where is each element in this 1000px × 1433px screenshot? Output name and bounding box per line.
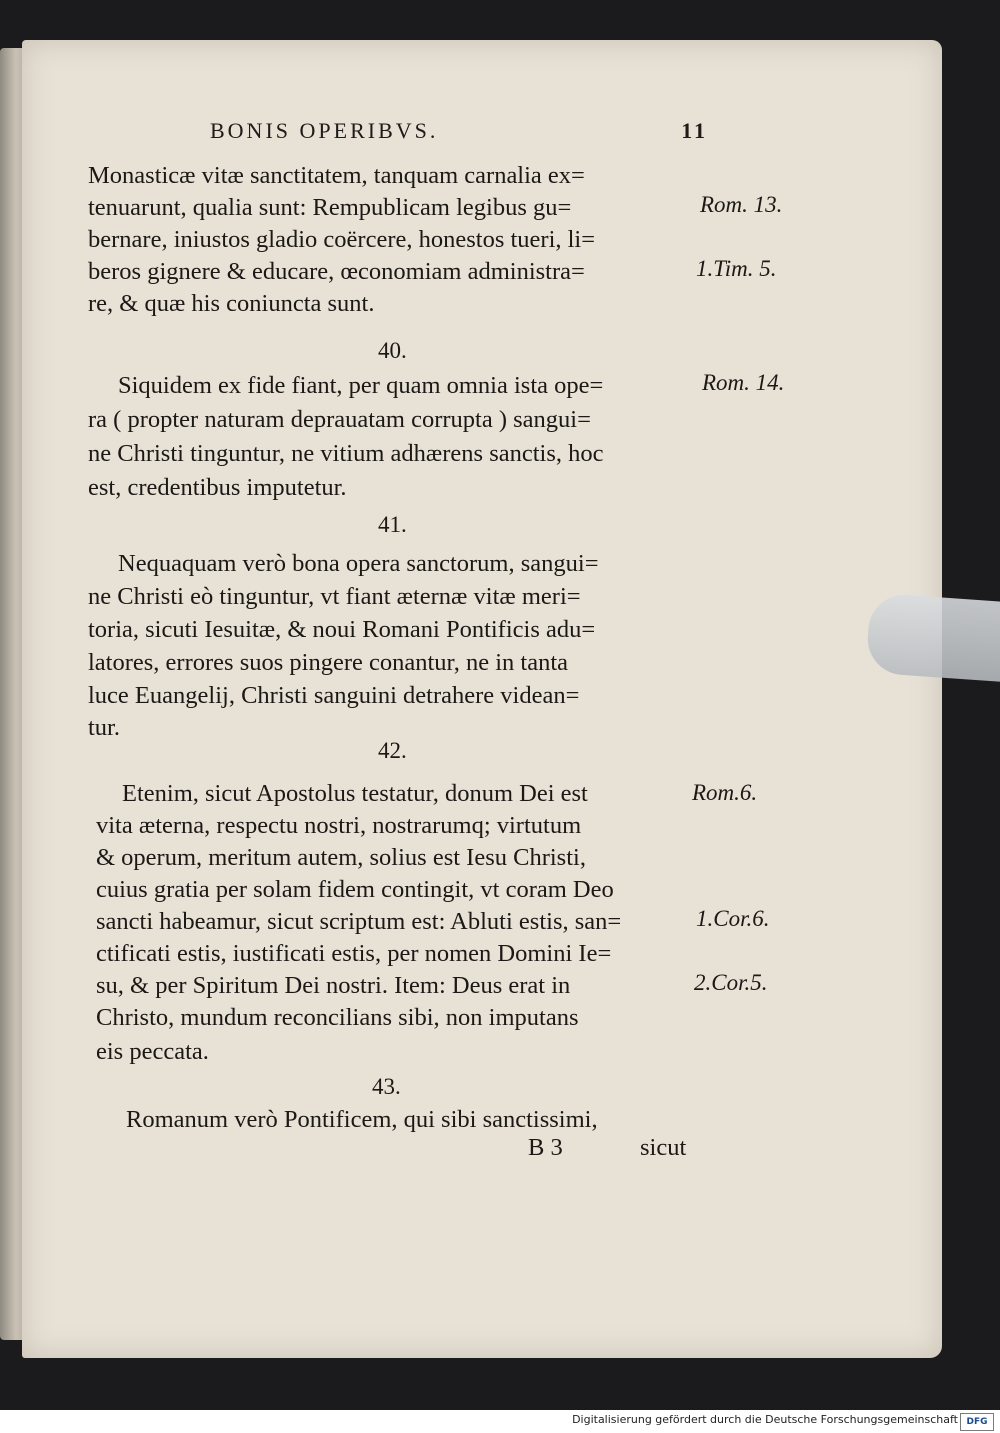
text-line: Siquidem ex fide fiant, per quam omnia ista ope=	[118, 372, 604, 399]
text-line: toria, sicuti Iesuitæ, & noui Romani Pontificis adu=	[88, 616, 596, 643]
text-line: Monasticæ vitæ sanctitatem, tanquam carnalia ex=	[88, 162, 585, 189]
margin-note: 1.Tim. 5.	[696, 256, 777, 281]
text-line: vita æterna, respectu nostri, nostrarumq; virtutum	[96, 812, 582, 839]
signature-mark: B 3	[528, 1134, 563, 1161]
margin-note: Rom. 13.	[700, 192, 783, 217]
text-line: sancti habeamur, sicut scriptum est: Abluti estis, san=	[96, 908, 622, 935]
dfg-logo: DFG	[960, 1413, 994, 1431]
text-line: tenuarunt, qualia sunt: Rempublicam legibus gu=	[88, 194, 572, 221]
running-title: BONIS OPERIBVS.	[210, 118, 439, 143]
text-line: Romanum verò Pontificem, qui sibi sanctissimi,	[126, 1106, 598, 1133]
text-line: tur.	[88, 714, 120, 741]
text-line: beros gignere & educare, œconomiam administra=	[88, 258, 585, 285]
section-number: 40.	[378, 338, 407, 363]
text-line: bernare, iniustos gladio coërcere, honestos tueri, li=	[88, 226, 596, 253]
bookmark-strip	[865, 593, 1000, 684]
text-line: re, & quæ his coniuncta sunt.	[88, 290, 375, 317]
section-number: 42.	[378, 738, 407, 763]
page-number: 11	[681, 118, 708, 143]
page-header	[118, 118, 708, 148]
margin-note: 1.Cor.6.	[696, 906, 770, 931]
text-line: eis peccata.	[96, 1038, 209, 1065]
section-number: 43.	[372, 1074, 401, 1099]
text-line: Nequaquam verò bona opera sanctorum, sangui=	[118, 550, 599, 577]
text-line: cuius gratia per solam fidem contingit, vt coram Deo	[96, 876, 614, 903]
text-line: luce Euangelij, Christi sanguini detrahere videan=	[88, 682, 580, 709]
text-line: Etenim, sicut Apostolus testatur, donum Dei est	[122, 780, 588, 807]
text-line: Christo, mundum reconcilians sibi, non imputans	[96, 1004, 579, 1031]
margin-note: Rom. 14.	[702, 370, 785, 395]
text-line: ra ( propter naturam deprauatam corrupta ) sangui=	[88, 406, 591, 433]
margin-note: 2.Cor.5.	[694, 970, 768, 995]
margin-note: Rom.6.	[692, 780, 758, 805]
text-line: est, credentibus imputetur.	[88, 474, 347, 501]
text-line: su, & per Spiritum Dei nostri. Item: Deus erat in	[96, 972, 571, 999]
text-line: ne Christi tinguntur, ne vitium adhærens sanctis, hoc	[88, 440, 604, 467]
text-line: ctificati estis, iustificati estis, per nomen Domini Ie=	[96, 940, 612, 967]
text-line: ne Christi eò tinguntur, vt fiant æternæ vitæ meri=	[88, 583, 581, 610]
section-number: 41.	[378, 512, 407, 537]
text-line: & operum, meritum autem, solius est Iesu Christi,	[96, 844, 586, 871]
text-line: latores, errores suos pingere conantur, ne in tanta	[88, 649, 568, 676]
digitization-credit: Digitalisierung gefördert durch die Deutsche Forschungsgemeinschaft	[572, 1413, 958, 1426]
catchword: sicut	[640, 1134, 687, 1161]
